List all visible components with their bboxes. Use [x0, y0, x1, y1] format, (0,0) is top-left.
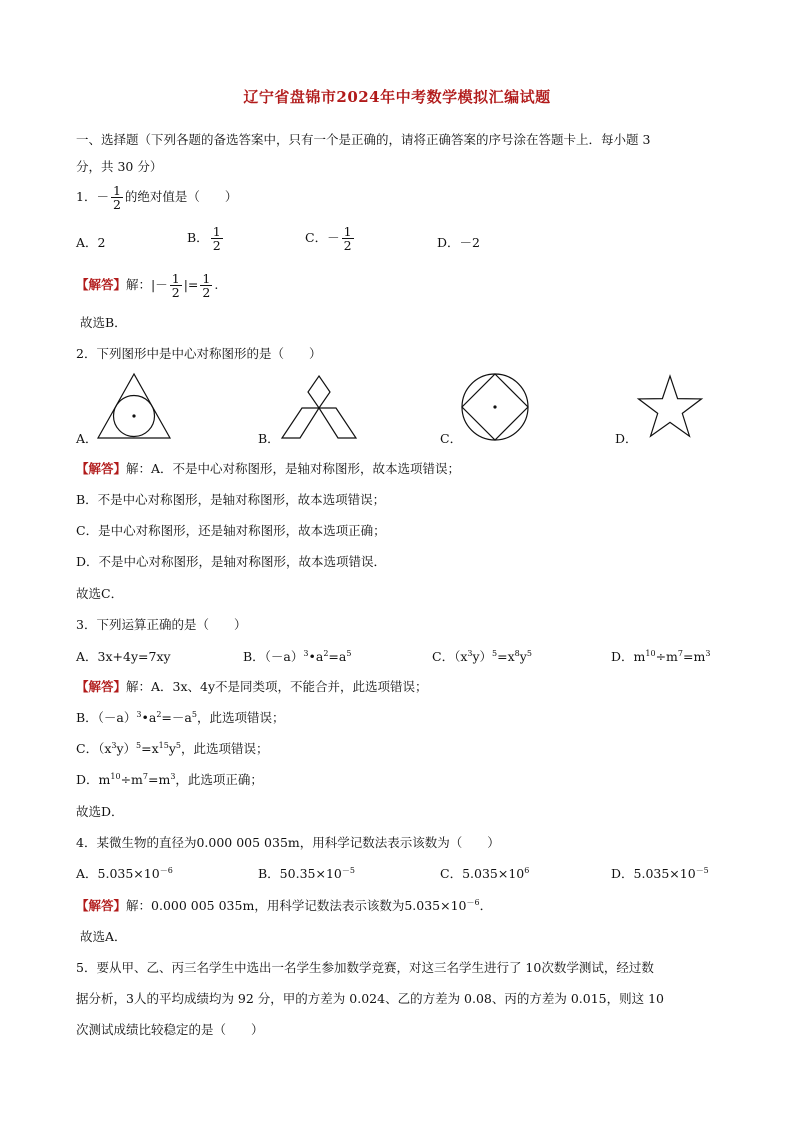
- q3-ans-b-part: B．（－a）: [76, 710, 137, 725]
- page-title: 辽宁省盘锦市2024年中考数学模拟汇编试题: [243, 88, 551, 106]
- q3-c-part: y）: [472, 649, 493, 664]
- q1-option-c: [305, 225, 356, 252]
- q4-answer: [76, 896, 492, 914]
- q3-result: 故选D．: [76, 804, 124, 819]
- q3-b-part: B．（－a）: [243, 649, 304, 664]
- q1-prefix: 1．－: [76, 189, 109, 205]
- q4-option-b: [258, 864, 355, 882]
- q4-c-exp: 6: [524, 865, 530, 875]
- q3-answer-tag: 【解答】: [76, 679, 127, 694]
- q3-ans-d-part: D．m: [76, 772, 111, 787]
- q3-ans-c-part: y）: [116, 741, 137, 756]
- q2-result: 故选C．: [76, 586, 124, 601]
- q2-answer-tag: 【解答】: [76, 461, 127, 476]
- q1-option-b-denominator: 2: [212, 238, 221, 254]
- question-4-stem: 4．某微生物的直径为0.000 005 035m，用科学记数法表示该数为（ ）: [76, 835, 500, 850]
- q1-fraction: [111, 184, 123, 211]
- q3-ans-c-part: C．（x: [76, 741, 112, 756]
- q3-option-c: [432, 647, 532, 665]
- q4-option-c: [440, 864, 529, 882]
- q1-answer-denominator-2: 2: [202, 285, 211, 301]
- q4-option-d: [611, 864, 709, 882]
- q1-option-a: A．2: [76, 235, 106, 250]
- q3-b-exp: 2: [323, 648, 329, 658]
- q3-c-part: =x: [497, 649, 515, 664]
- q3-ans-b-part: =－a: [161, 710, 192, 725]
- q3-ans-d-exp: 3: [170, 771, 176, 781]
- q1-numerator: 1: [112, 183, 121, 198]
- q4-a-exp: －6: [159, 865, 173, 875]
- q1-answer-numerator-2: 1: [202, 271, 211, 286]
- q3-d-exp: 7: [677, 648, 683, 658]
- q2-option-c-label: C．: [440, 431, 463, 446]
- q4-b-part: B．50.35×10: [258, 866, 342, 881]
- q3-ans-d-exp: 10: [110, 771, 121, 781]
- q3-answer-line-3: [76, 739, 269, 757]
- q3-ans-c-exp: 5: [175, 740, 181, 750]
- q3-ans-c-part: =x: [141, 741, 159, 756]
- q1-option-b-label: B．: [187, 230, 209, 246]
- q3-answer-line-2: [76, 708, 284, 726]
- q1-option-c-label: C．－: [305, 230, 340, 246]
- q4-answer-end: ．: [479, 898, 493, 913]
- question-1-stem: [76, 184, 237, 211]
- q1-answer-end: .: [214, 277, 219, 293]
- q1-option-c-denominator: 2: [343, 238, 352, 254]
- q2-option-a-label: A．: [76, 431, 98, 446]
- q3-ans-b-part: •a: [141, 710, 157, 725]
- q1-option-b-numerator: 1: [212, 224, 221, 239]
- q3-d-part: D．m: [611, 649, 646, 664]
- q4-answer-exp: －6: [466, 897, 480, 907]
- q1-option-b: [187, 225, 225, 252]
- q2-answer-line-1: [76, 459, 460, 477]
- q3-d-exp: 10: [645, 648, 656, 658]
- q1-option-c-numerator: 1: [343, 224, 352, 239]
- q1-answer: [76, 272, 218, 299]
- q3-c-exp: 8: [514, 648, 520, 658]
- q4-option-a: [76, 864, 173, 882]
- q2-answer-line-2: B．不是中心对称图形，是轴对称图形，故本选项错误；: [76, 492, 386, 507]
- q3-answer-line-4: [76, 770, 263, 788]
- q1-option-b-fraction: [211, 225, 223, 252]
- q3-answer-line-1: [76, 677, 428, 695]
- q1-suffix: 的绝对值是（ ）: [124, 189, 238, 205]
- q2-answer-line-3: C．是中心对称图形，还是轴对称图形，故本选项正确；: [76, 523, 386, 538]
- question-5-line-1: 5．要从甲、乙、丙三名学生中选出一名学生参加数学竞赛，对这三名学生进行了 10次数学测试，经过数: [76, 960, 654, 975]
- q2-answer-line-4: D．不是中心对称图形，是轴对称图形，故本选项错误．: [76, 554, 387, 569]
- q3-c-part: C．（x: [432, 649, 468, 664]
- q4-d-part: D．5.035×10: [611, 866, 696, 881]
- q2-option-d-label: D．: [615, 431, 638, 446]
- q3-c-exp: 5: [492, 648, 498, 658]
- q1-answer-pre: 解：|－: [126, 277, 168, 293]
- q3-ans-c-exp: 3: [111, 740, 117, 750]
- q3-ans-d-part: =m: [148, 772, 171, 787]
- q3-d-part: =m: [683, 649, 706, 664]
- q4-result: 故选A．: [80, 929, 127, 944]
- q3-b-part: •a: [308, 649, 324, 664]
- question-2-stem: 2．下列图形中是中心对称图形的是（ ）: [76, 346, 322, 361]
- q1-answer-denominator-1: 2: [171, 285, 180, 301]
- q3-ans-c-part: ，此选项错误；: [181, 741, 269, 756]
- q4-c-part: C．5.035×10: [440, 866, 525, 881]
- q1-option-c-fraction: [342, 225, 354, 252]
- question-5-line-2: 据分析，3人的平均成绩均为 92 分，甲的方差为 0.024、乙的方差为 0.08、丙的方差为 0.015，则这 10: [76, 991, 665, 1006]
- question-3-stem: 3．下列运算正确的是（ ）: [76, 617, 247, 632]
- q3-c-exp: 5: [526, 648, 532, 658]
- q3-ans-d-exp: 7: [142, 771, 148, 781]
- q3-ans-d-part: ，此选项正确；: [175, 772, 263, 787]
- q3-option-d: [611, 647, 710, 665]
- star-figure: [636, 374, 704, 438]
- q3-c-part: y: [519, 649, 527, 664]
- q3-c-exp: 3: [467, 648, 473, 658]
- q3-answer-text: 解：A．3x、4y不是同类项，不能合并，此选项错误；: [126, 679, 428, 694]
- q3-ans-c-exp: 15: [158, 740, 169, 750]
- q1-answer-fraction-2: [200, 272, 212, 299]
- q3-option-a: A．3x+4y=7xy: [76, 649, 171, 664]
- q1-answer-tag: 【解答】: [76, 277, 127, 293]
- q1-denominator: 2: [112, 197, 121, 213]
- q3-b-exp: 5: [346, 648, 352, 658]
- q2-answer-text: 解：A．不是中心对称图形，是轴对称图形，故本选项错误；: [126, 461, 461, 476]
- q3-ans-d-part: ÷m: [120, 772, 143, 787]
- q3-ans-b-part: ，此选项错误；: [196, 710, 285, 725]
- q1-result: 故选B．: [80, 315, 127, 330]
- triangle-incircle-figure: [96, 372, 172, 440]
- q3-ans-b-exp: 2: [156, 709, 162, 719]
- question-5-line-3: 次测试成绩比较稳定的是（ ）: [76, 1022, 264, 1037]
- q4-d-exp: －5: [695, 865, 709, 875]
- q3-ans-b-exp: 3: [136, 709, 142, 719]
- q3-b-part: =a: [328, 649, 347, 664]
- section-heading-line-1: 一、选择题（下列各题的备选答案中，只有一个是正确的，请将正确答案的序号涂在答题卡上．每小题 3: [76, 132, 651, 147]
- q3-ans-c-exp: 5: [136, 740, 142, 750]
- q3-d-exp: 3: [705, 648, 711, 658]
- circle-square-figure: [459, 371, 531, 443]
- q3-d-part: ÷m: [655, 649, 678, 664]
- q4-a-part: A．5.035×10: [76, 866, 160, 881]
- q4-b-exp: －5: [341, 865, 355, 875]
- q2-option-b-label: B．: [258, 431, 280, 446]
- q3-b-exp: 3: [303, 648, 309, 658]
- q4-answer-text: 解：0.000 005 035m，用科学记数法表示该数为5.035×10: [126, 898, 467, 913]
- q1-answer-mid: |=: [183, 277, 199, 293]
- q1-option-d: D．－2: [437, 235, 480, 250]
- section-heading-line-2: 分，共 30 分）: [76, 159, 163, 174]
- q3-ans-b-exp: 5: [191, 709, 197, 719]
- three-diamond-figure: [280, 372, 358, 440]
- q3-option-b: [243, 647, 351, 665]
- q3-ans-c-part: y: [168, 741, 176, 756]
- q4-answer-tag: 【解答】: [76, 898, 127, 913]
- q1-answer-numerator-1: 1: [171, 271, 180, 286]
- q1-answer-fraction-1: [170, 272, 182, 299]
